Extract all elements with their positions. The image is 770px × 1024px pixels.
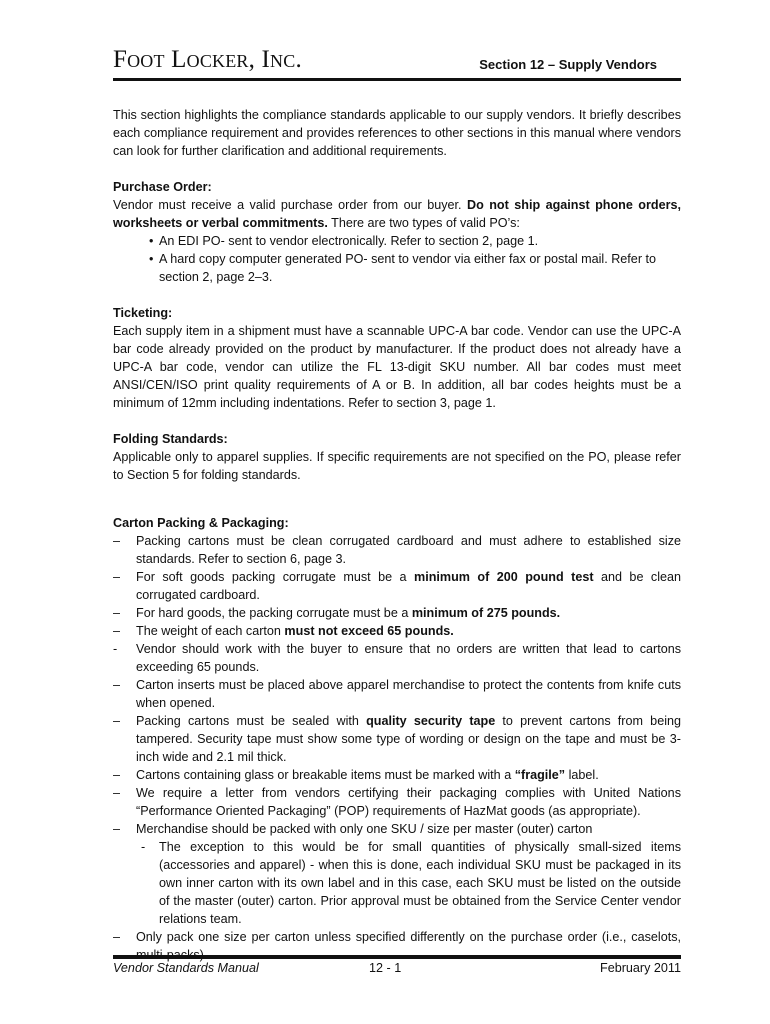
footer-manual-title: Vendor Standards Manual	[113, 961, 259, 975]
list-item: - Vendor should work with the buyer to ensure that no orders are written that lead to cartons exceeding 65 pounds.	[113, 642, 681, 674]
list-item: – We require a letter from vendors certifying their packaging complies with United Nations “Performance Oriented Packaging” (POP) requirements of HazMat goods (as appropriate).	[113, 786, 681, 818]
ticketing-paragraph: Each supply item in a shipment must have a scannable UPC-A bar code. Vendor can use the UPC-A bar code already provided on the product by manufacturer. If the product does not already have a UPC-A bar code, vendor can utilize the FL 13-digit SKU number. All bar codes must meet ANSI/CEN/ISO print quality requirements of A or B. In addition, all bar codes heights must be a minimum of 12mm including indentations. Refer to section 3, page 1.	[113, 324, 681, 410]
po-type-list	[113, 232, 681, 286]
list-item: – Cartons containing glass or breakable items must be marked with a “fragile” label.	[113, 768, 599, 782]
sub-list-item: - The exception to this would be for small quantities of physically small-sized items (accessories and apparel) - when this is done, each individual SKU must be packaged in its own inner carton with its own label and in this case, each SKU must be listed on the outside of the master (outer) carton. Prior approval must be obtained from the Service Center vendor relations team.	[141, 840, 681, 926]
list-item: – Carton inserts must be placed above apparel merchandise to protect the contents from knife cuts when opened.	[113, 678, 681, 710]
section-title: Section 12 – Supply Vendors	[479, 57, 657, 72]
carton-heading: Carton Packing & Packaging:	[113, 516, 289, 530]
purchase-order-heading: Purchase Order:	[113, 180, 212, 194]
document-body	[113, 106, 681, 964]
list-item: • A hard copy computer generated PO- sent to vendor via either fax or postal mail. Refer to section 2, page 2–3.	[149, 252, 657, 284]
list-item: – Only pack one size per carton unless specified differently on the purchase order (i.e., caselots,	[113, 930, 681, 944]
bullet-icon: •	[149, 234, 154, 248]
exception-sublist	[136, 838, 681, 928]
page-number: 12 - 1	[369, 961, 402, 975]
header-divider	[113, 78, 681, 81]
list-item: – The weight of each carton must not exceed 65 pounds.	[113, 624, 454, 638]
list-item: • An EDI PO- sent to vendor electronically. Refer to section 2, page 1.	[149, 234, 539, 248]
purchase-order-paragraph: Vendor must receive a valid purchase order from our buyer. Do not ship against phone orders, worksheets or verbal commitments. There are two types of valid PO’s:	[113, 198, 682, 230]
list-item: – Merchandise should be packed with only one SKU / size per master (outer) carton - The exception to this would be for small quantities of physically small-sized items (accessories and apparel) - when this is done, each individual SKU must be packaged in its own inner carton with its own label and in this case, each SKU must be listed on the outside of the master (outer) carton. Prior approval must be obtained from the Service Center vendor relations team.	[113, 822, 681, 926]
folding-heading: Folding Standards:	[113, 432, 228, 446]
carton-requirements-list	[113, 532, 681, 964]
company-name: Foot Locker, Inc.	[113, 46, 302, 73]
ticketing-heading: Ticketing:	[113, 306, 173, 320]
page-header	[113, 44, 681, 78]
intro-paragraph: This section highlights the compliance standards applicable to our supply vendors. It briefly describes each compliance requirement and provides references to other sections in this manual where vendors can look for further clarification and additional requirements.	[113, 108, 681, 158]
list-item: – For soft goods packing corrugate must be a minimum of 200 pound test and be clean corrugated cardboard.	[113, 570, 681, 602]
footer-date: February 2011	[600, 961, 681, 975]
page-footer	[113, 961, 681, 979]
list-item: – Packing cartons must be clean corrugated cardboard and must adhere to established size standards. Refer to section 6, page 3.	[113, 534, 681, 566]
list-item: – For hard goods, the packing corrugate must be a minimum of 275 pounds.	[113, 606, 561, 620]
footer-divider	[113, 955, 681, 959]
folding-paragraph: Applicable only to apparel supplies. If specific requirements are not specified on the PO, please refer to Section 5 for folding standards.	[113, 450, 681, 482]
bullet-icon: •	[149, 252, 154, 266]
list-item: – Packing cartons must be sealed with quality security tape to prevent cartons from being tampered. Security tape must show some type of wording or design on the tape and must be 3-inch wide and 2.1 mil thick.	[113, 714, 681, 764]
